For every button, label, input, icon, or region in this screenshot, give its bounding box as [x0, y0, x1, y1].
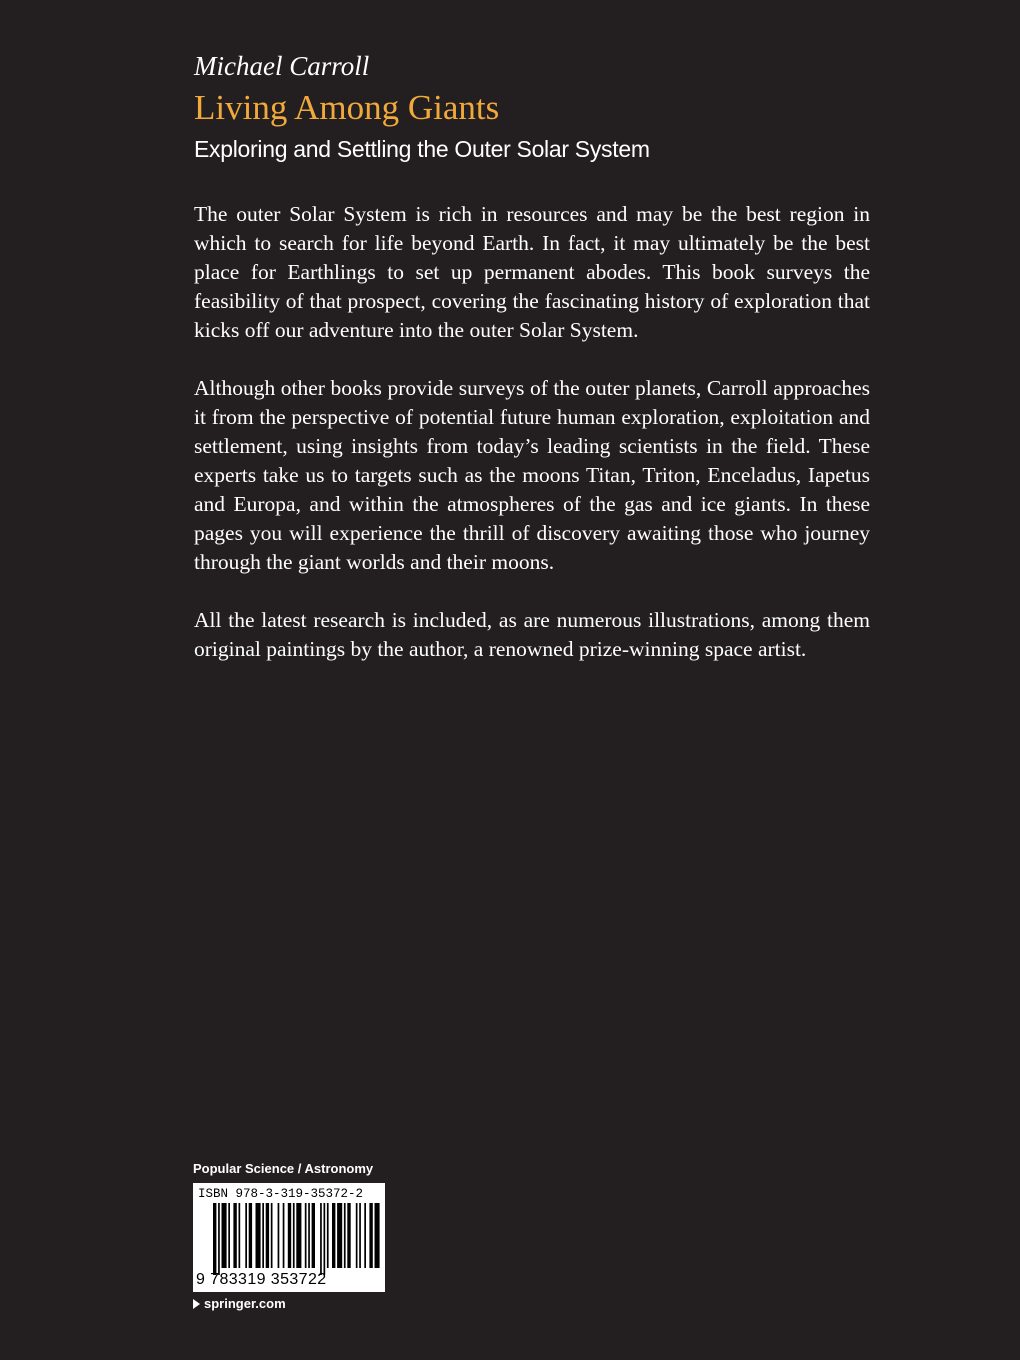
barcode-box — [193, 1183, 385, 1292]
book-title: Living Among Giants — [194, 88, 500, 127]
barcode-bar — [239, 1203, 241, 1268]
book-subtitle: Exploring and Settling the Outer Solar System — [194, 136, 650, 162]
barcode-bar — [347, 1203, 350, 1268]
barcode-bar — [249, 1203, 252, 1268]
barcode-bar — [256, 1203, 261, 1268]
barcode-bar — [222, 1203, 227, 1268]
barcode-bar — [327, 1203, 329, 1268]
category-label: Popular Science / Astronomy — [193, 1161, 374, 1176]
barcode-bar — [337, 1203, 342, 1268]
barcode-bar — [344, 1203, 346, 1268]
barcode-bar — [364, 1203, 366, 1268]
barcode-bar — [332, 1203, 335, 1268]
barcode-bar — [375, 1203, 380, 1268]
blurb-paragraph-3: All the latest research is included, as are numerous illustrations, among them original paintings by the author, a renowned prize-winning space artist. — [194, 608, 870, 661]
barcode-bar — [283, 1203, 285, 1268]
barcode-bar — [271, 1203, 273, 1268]
barcode-bar — [296, 1203, 301, 1268]
barcode-bar — [228, 1203, 230, 1268]
barcode-bar — [233, 1203, 236, 1268]
barcode-bar — [356, 1203, 358, 1268]
barcode-bar — [218, 1203, 220, 1275]
arrow-right-icon — [193, 1299, 200, 1309]
barcode-bar — [305, 1203, 307, 1268]
author-name: Michael Carroll — [194, 51, 370, 81]
blurb-paragraph-2: Although other books provide surveys of the outer planets, Carroll approaches it from the perspective of potential future human exploration, exploitation and settlement, using insights from today’s leading scientists in the field. These experts take us to targets such as the moons Titan, Triton, Enceladus, Iapetus and Europa, and within the atmospheres of the gas and ice giants. In these pages you will experience the thrill of discovery awaiting those who journey through the giant worlds and their moons. — [194, 376, 870, 574]
website-text: springer.com — [204, 1296, 286, 1311]
barcode-bar — [245, 1203, 247, 1268]
barcode-bar — [266, 1203, 269, 1268]
blurb — [194, 200, 870, 693]
barcode-bar — [288, 1203, 291, 1268]
barcode-bar — [213, 1203, 216, 1275]
barcode-digits: 9 783319 353722 — [196, 1271, 327, 1288]
barcode-bar — [359, 1203, 361, 1268]
barcode-bar — [278, 1203, 280, 1268]
barcode-bar — [262, 1203, 264, 1268]
blurb-paragraph-1: The outer Solar System is rich in resources and may be the best region in which to search for life beyond Earth. In fact, it may ultimately be the best place for Earthlings to set up permanent abodes. This book surveys the feasibility of that prospect, covering the fascinating history of exploration that kicks off our adventure into the outer Solar System. — [194, 202, 870, 342]
barcode-bar — [312, 1203, 315, 1268]
barcode-bar — [369, 1203, 372, 1268]
barcode-bar — [293, 1203, 295, 1268]
barcode-bar — [308, 1203, 310, 1268]
barcode-bar — [324, 1203, 326, 1275]
isbn-label: ISBN 978-3-319-35372-2 — [198, 1187, 364, 1201]
barcode-bar — [320, 1203, 322, 1275]
publisher-website — [193, 1295, 286, 1313]
